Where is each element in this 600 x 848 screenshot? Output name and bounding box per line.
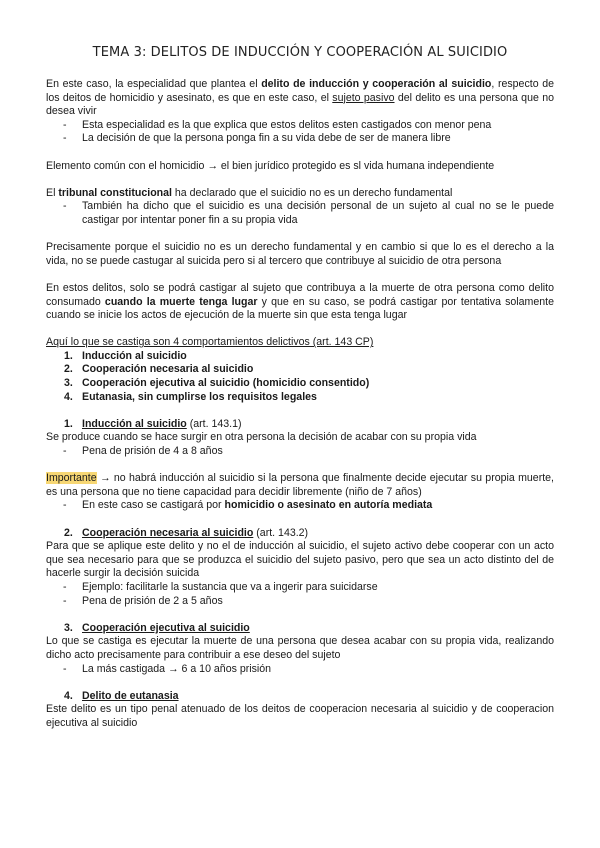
section-1-bullets xyxy=(46,445,554,459)
section-3-bullets xyxy=(46,663,554,677)
section-1-description: Se produce cuando se hace surgir en otra persona la decisión de acabar con su propia vida xyxy=(46,431,477,444)
important-note: Importante → no habrá inducción al suicidio si la persona que finalmente decide ejecutar su propia muerte, es una persona que no tiene capacidad para decidir libremente (niño de 7 años) xyxy=(46,472,554,498)
list-item: 4. Eutanasia, sin cumplirse los requisitos legales xyxy=(64,390,317,403)
list-item: - La más castigada → 6 a 10 años prisión xyxy=(46,663,554,677)
section-4-description: Este delito es un tipo penal atenuado de los deitos de cooperacion necesaria al suicidio y de cooperacion ejecutiva al suicidio xyxy=(46,703,554,729)
tc-paragraph: El tribunal constitucional ha declarado que el suicidio no es un derecho fundamental xyxy=(46,186,453,199)
list-item: - También ha dicho que el suicidio es una decisión personal de un sujeto al cual no se le puede castigar por intentar poner fin a su propia vida xyxy=(46,200,554,227)
page-title: TEMA 3: DELITOS DE INDUCCIÓN Y COOPERACIÓN AL SUICIDIO xyxy=(92,45,508,60)
list-item: - En este caso se castigará por homicidio o asesinato en autoría mediata xyxy=(46,499,554,513)
list-item: - Esta especialidad es la que explica que estos delitos esten castigados con menor pena xyxy=(46,119,554,133)
section-2-bullets xyxy=(46,581,554,608)
list-item: - Pena de prisión de 2 a 5 años xyxy=(46,595,554,609)
section-4-heading: 4. Delito de eutanasia xyxy=(64,689,179,702)
important-highlight: Importante xyxy=(46,472,97,485)
intro-bullets xyxy=(46,119,554,146)
section-2-heading: 2. Cooperación necesaria al suicidio (art. 143.2) xyxy=(64,526,309,539)
fundamental-right-paragraph: Precisamente porque el suicidio no es un derecho fundamental y en cambio si que lo es el derecho a la vida, no se puede castugar al suicida pero si al tercero que contribuye al suicidio de otra persona xyxy=(46,241,554,267)
common-element-paragraph: Elemento común con el homicidio → el bien jurídico protegido es sl vida humana independiente xyxy=(46,159,495,172)
section-3-description: Lo que se castiga es ejecutar la muerte de una persona que desea acabar con su propia vida, realizando dicho acto precisamente para contribuir a ese deseo del sujeto xyxy=(46,635,554,661)
list-item: - Ejemplo: facilitarle la sustancia que va a ingerir para suicidarse xyxy=(46,581,554,595)
behaviors-intro: Aquí lo que se castiga son 4 comportamientos delictivos (art. 143 CP) xyxy=(46,336,374,349)
list-item: 2. Cooperación necesaria al suicidio xyxy=(64,363,254,376)
behaviors-list xyxy=(46,350,554,404)
important-bullets xyxy=(46,499,554,513)
section-1-heading: 1. Inducción al suicidio (art. 143.1) xyxy=(64,417,242,430)
section-3-heading: 3. Cooperación ejecutiva al suicidio xyxy=(64,621,250,634)
list-item: - La decisión de que la persona ponga fin a su vida debe de ser de manera libre xyxy=(46,132,554,146)
list-item: 1. Inducción al suicidio xyxy=(64,349,187,362)
document-body xyxy=(46,78,554,731)
list-item: 3. Cooperación ejecutiva al suicidio (homicidio consentido) xyxy=(64,377,370,390)
tc-bullets xyxy=(46,200,554,227)
section-2-description: Para que se aplique este delito y no el de inducción al suicidio, el sujeto activo debe cooperar con un acto que sea necesario para que se produzca el suicidio del sujeto pasivo, pero que sea un acto distinto del de hacerle surgir la decisión suicida xyxy=(46,540,554,580)
list-item: - Pena de prisión de 4 a 8 años xyxy=(46,445,554,459)
intro-paragraph: En este caso, la especialidad que plantea el delito de inducción y cooperación al suicidio, respecto de los deitos de homicidio y asesinato, es que en este caso, el sujeto pasivo del delito es una persona que no desea vivir xyxy=(46,78,554,118)
consummation-paragraph: En estos delitos, solo se podrá castigar al sujeto que contribuya a la muerte de otra persona como delito consumado cuando la muerte tenga lugar y que en su caso, se podrá castigar por tentativa solamente cuando se inicie los actos de ejecución de la muerte sin que esta tenga lugar xyxy=(46,281,554,322)
